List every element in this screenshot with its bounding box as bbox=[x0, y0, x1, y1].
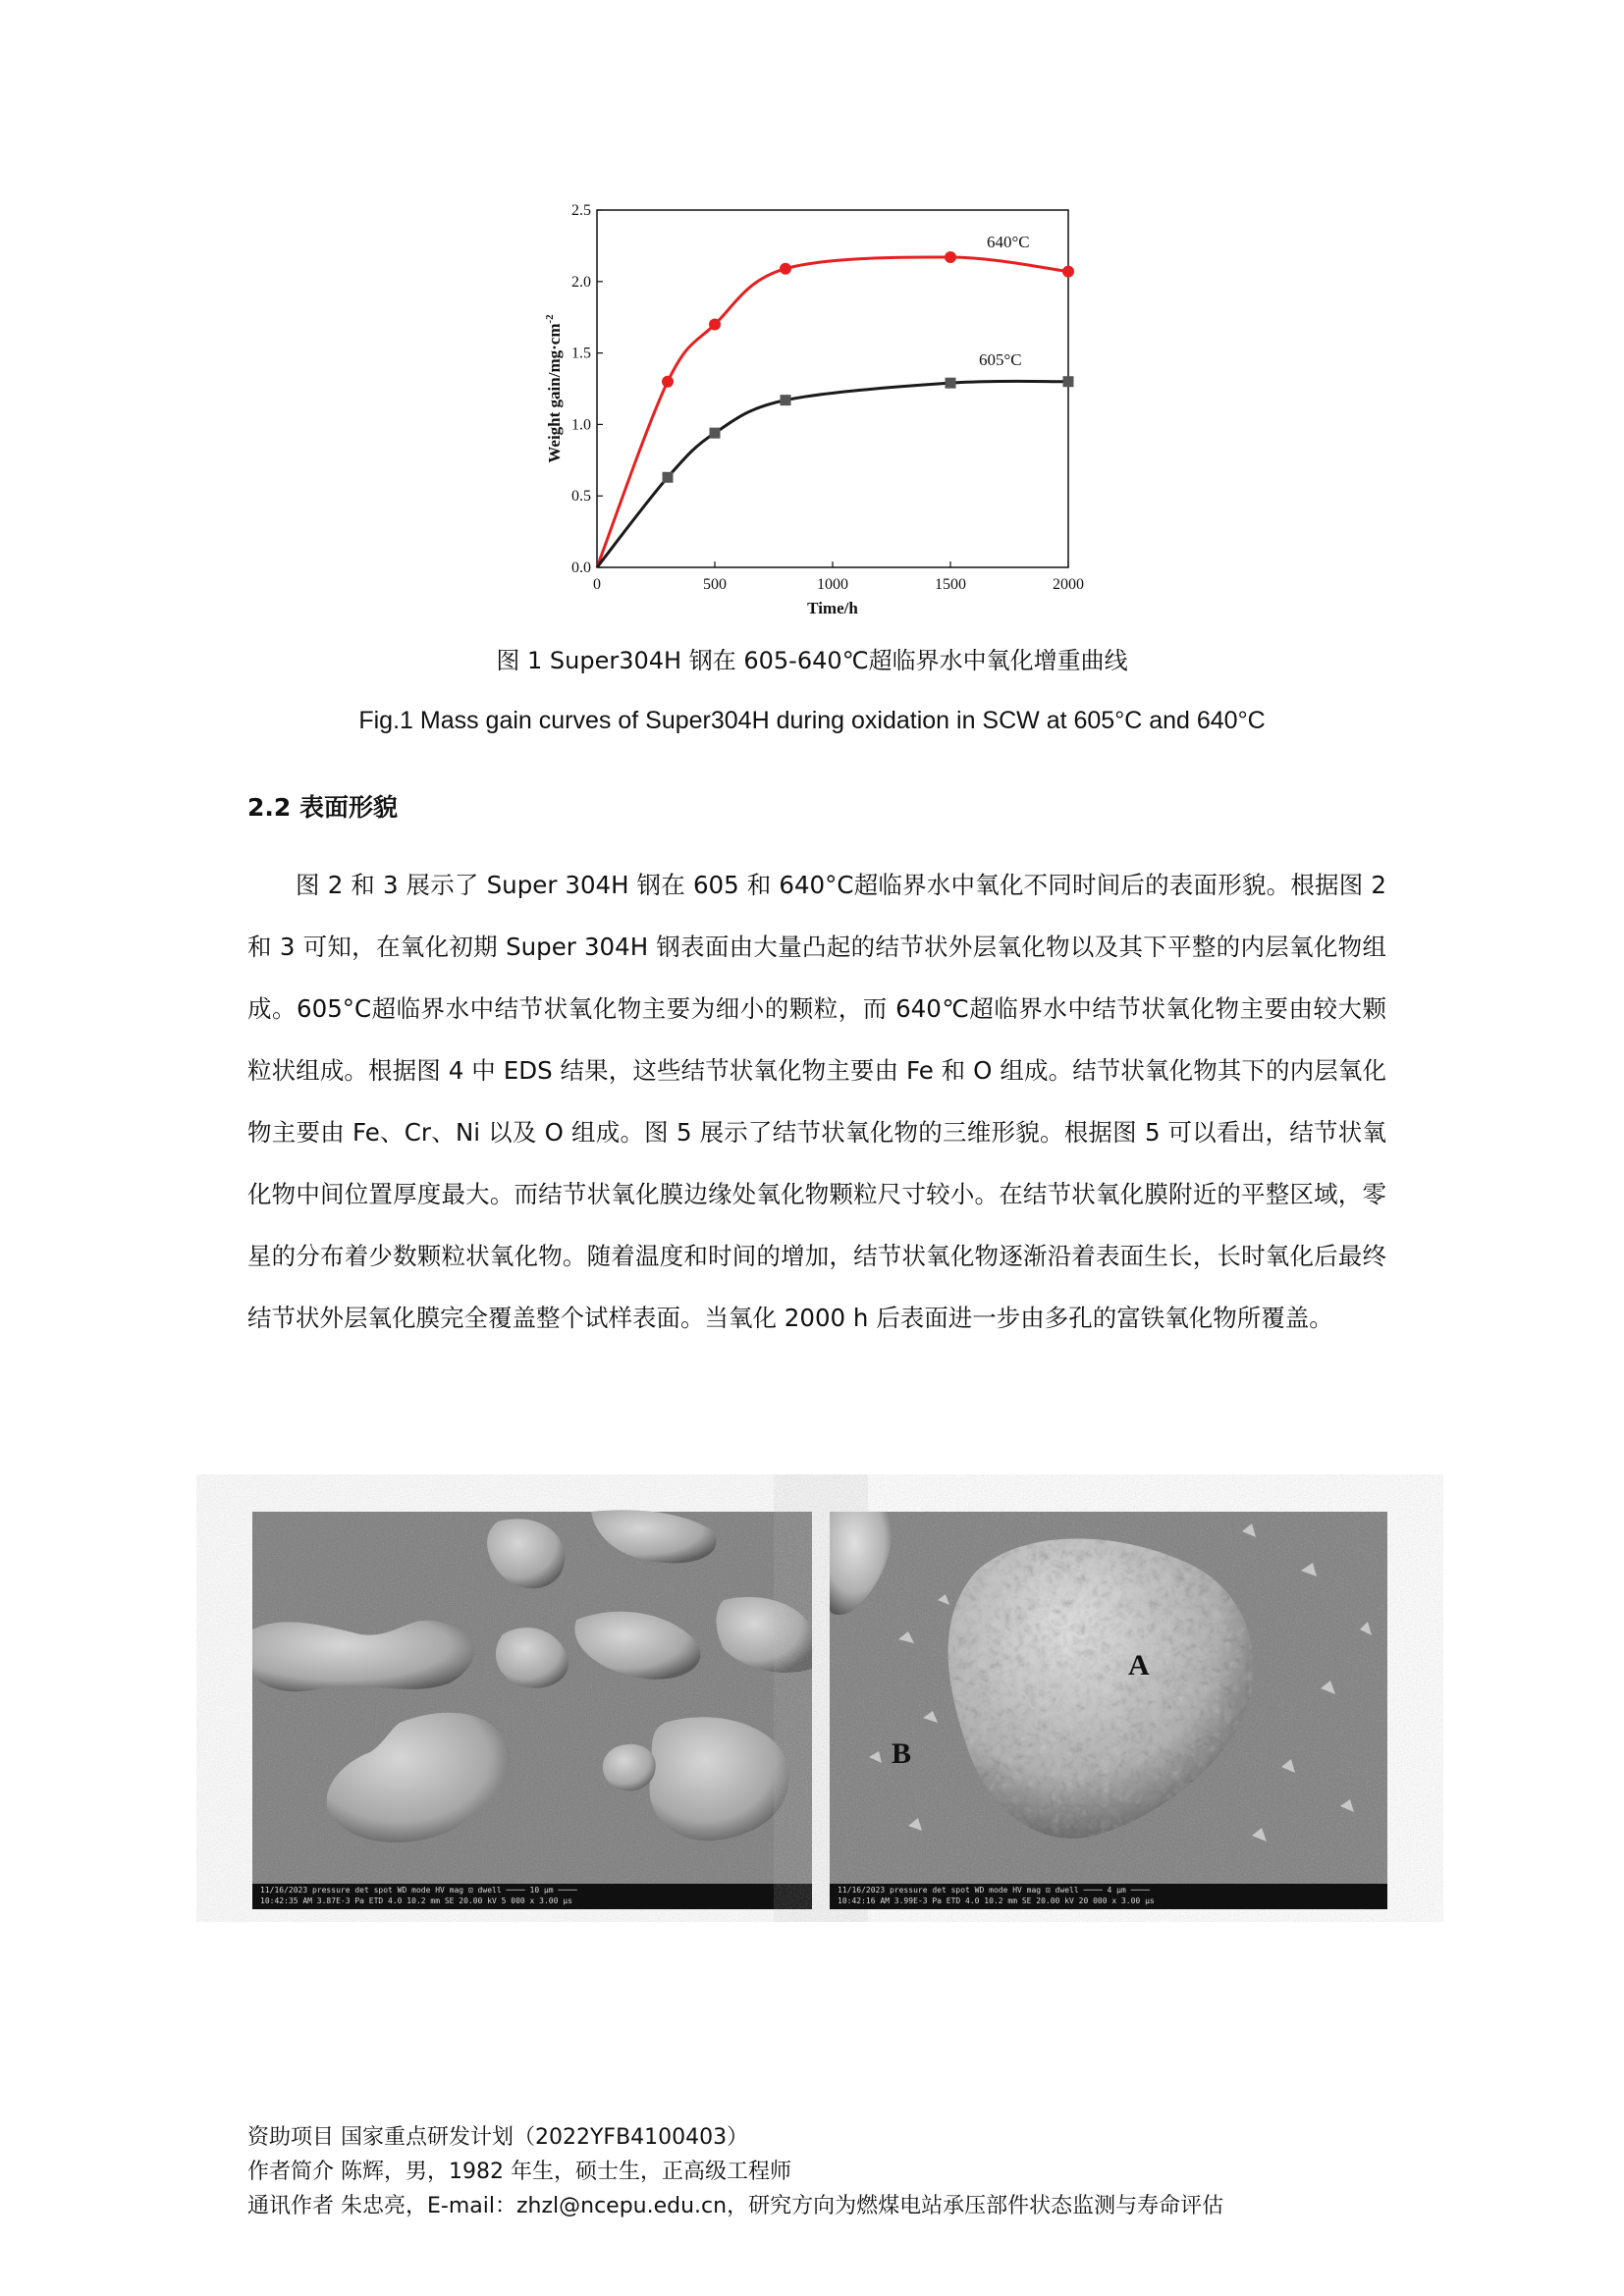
sem-image-left bbox=[252, 1512, 812, 1909]
y-tick-label: 2.0 bbox=[571, 273, 591, 291]
x-tick-label: 500 bbox=[703, 576, 727, 593]
footnote-corresponding: 通讯作者 朱忠亮，E-mail：zhzl@ncepu.edu.cn，研究方向为燃煤电站承压部件状态监测与寿命评估 bbox=[247, 2194, 1224, 2218]
figure-1-caption-cn: 图 1 Super304H 钢在 605-640℃超临界水中氧化增重曲线 bbox=[496, 647, 1128, 674]
series-label-605: 605°C bbox=[979, 350, 1022, 369]
data-point bbox=[946, 378, 956, 389]
sem-left-texture bbox=[252, 1512, 812, 1885]
data-point bbox=[662, 376, 674, 388]
series-label-640: 640°C bbox=[987, 233, 1030, 251]
data-point bbox=[780, 263, 791, 275]
sem-label-a: A bbox=[1128, 1649, 1150, 1682]
data-point bbox=[709, 318, 721, 330]
plot-frame bbox=[597, 210, 1068, 567]
y-tick-label: 1.0 bbox=[571, 416, 591, 434]
sem-image-right bbox=[830, 1512, 1387, 1909]
sem-right-info-bar: 11/16/2023 pressure det spot WD mode HV mag ⊡ dwell ──── 4 μm ──── 10:42:16 AM 3.99E-3 Pa ETD 4.0 10.2 mm SE 20.00 kV 20 000 x 3.00 μs bbox=[830, 1884, 1387, 1909]
footnote-funding: 资助项目 国家重点研发计划（2022YFB4100403） bbox=[247, 2125, 749, 2150]
y-tick-label: 0.0 bbox=[571, 560, 591, 576]
figure-1-caption-en: Fig.1 Mass gain curves of Super304H during oxidation in SCW at 605°C and 640°C bbox=[358, 707, 1266, 734]
mass-gain-chart bbox=[530, 196, 1084, 628]
data-point bbox=[663, 472, 674, 483]
sem-label-b: B bbox=[892, 1737, 912, 1770]
data-point bbox=[781, 395, 791, 405]
x-axis-title: Time/h bbox=[807, 599, 858, 617]
body-paragraph: 图 2 和 3 展示了 Super 304H 钢在 605 和 640°C超临界水中氧化不同时间后的表面形貌。根据图 2 和 3 可知，在氧化初期 Super 304H 钢表面由大量凸起的结节状外层氧化物以及其下平整的内层氧化物组成。605°C超临界水中结节状氧化物主要为细小的颗粒，而 640℃超临界水中结节状氧化物主要由较大颗粒状组成。根据图 4 中 EDS 结果，这些结节状氧化物主要由 Fe 和 O 组成。结节状氧化物其下的内层氧化物主要由 Fe、Cr、Ni 以及 O 组成。图 5 展示了结节状氧化物的三维形貌。根据图 5 可以看出，结节状氧化物中间位置厚度最大。而结节状氧化膜边缘处氧化物颗粒尺寸较小。在结节状氧化膜附近的平整区域，零星的分布着少数颗粒状氧化物。随着温度和时间的增加，结节状氧化物逐渐沿着表面生长，长时氧化后最终结节状外层氧化膜完全覆盖整个试样表面。当氧化 2000 h 后表面进一步由多孔的富铁氧化物所覆盖。 bbox=[247, 871, 1386, 1332]
y-tick-label: 0.5 bbox=[571, 488, 591, 506]
footnote-author: 作者简介 陈辉，男，1982 年生，硕士生，正高级工程师 bbox=[247, 2160, 791, 2184]
data-point bbox=[1063, 376, 1074, 387]
data-point bbox=[710, 428, 721, 439]
series-line-0 bbox=[597, 257, 1068, 567]
sem-left-info-bar: 11/16/2023 pressure det spot WD mode HV mag ⊡ dwell ──── 10 μm ──── 10:42:35 AM 3.87E-3 Pa ETD 4.0 10.2 mm SE 20.00 kV 5 000 x 3.00 μs bbox=[252, 1884, 812, 1909]
x-tick-label: 0 bbox=[593, 576, 601, 593]
data-point bbox=[1062, 266, 1074, 278]
sem-right-texture bbox=[830, 1512, 1387, 1885]
y-tick-label: 1.5 bbox=[571, 345, 591, 362]
x-tick-label: 2000 bbox=[1053, 576, 1084, 593]
y-tick-label: 2.5 bbox=[571, 202, 591, 219]
data-point bbox=[945, 251, 956, 263]
x-tick-label: 1000 bbox=[817, 576, 848, 593]
y-axis-title: Weight gain/$mg\cdot cm^{-2}$ bbox=[544, 314, 564, 463]
section-heading: 2.2 表面形貌 bbox=[247, 793, 398, 822]
x-tick-label: 1500 bbox=[935, 576, 966, 593]
